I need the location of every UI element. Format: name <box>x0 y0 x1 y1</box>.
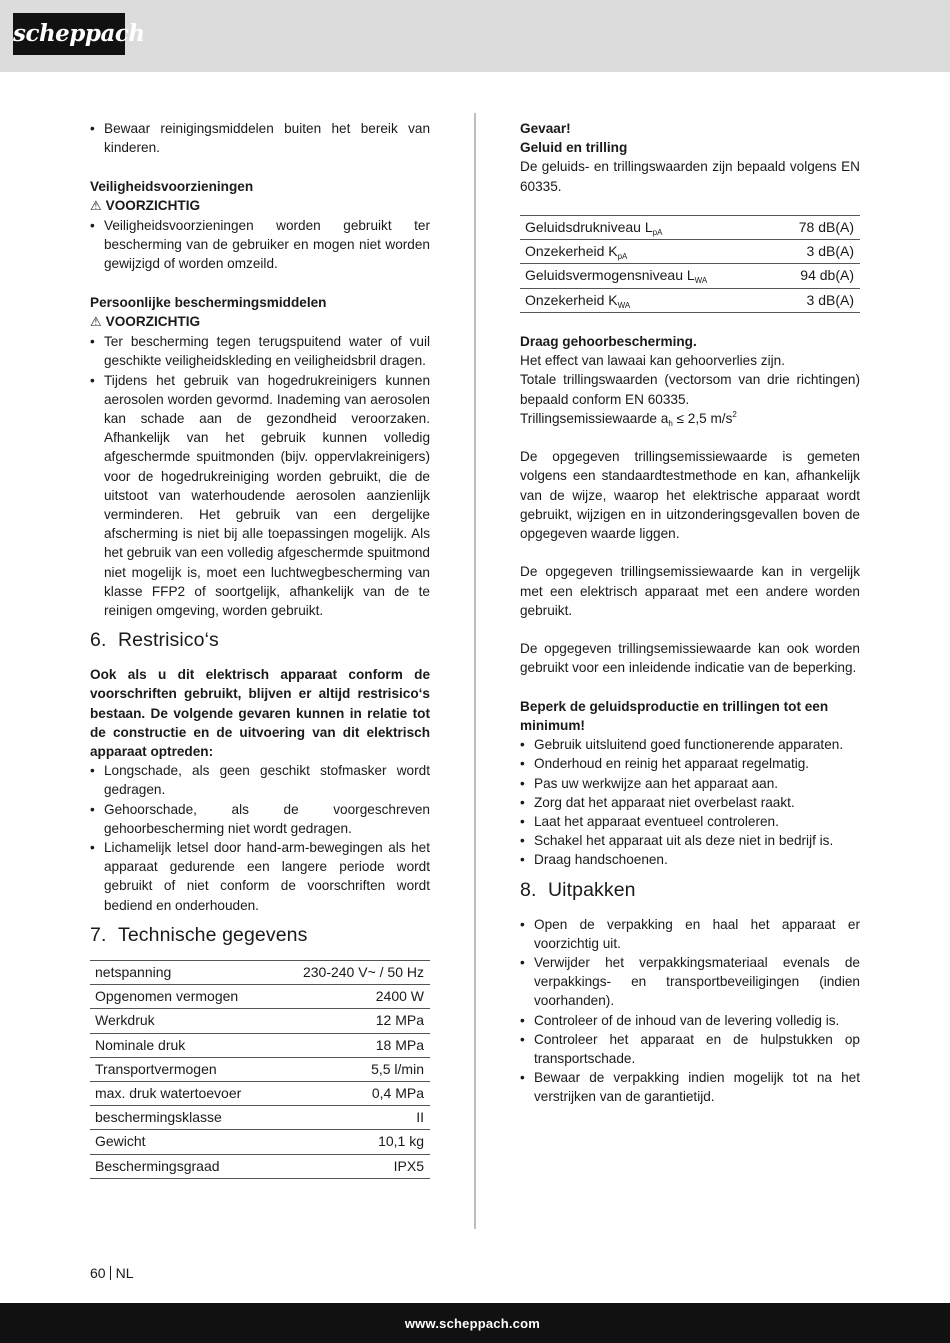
list-item: • Controleer het apparaat en de hulpstukken op transportschade. <box>520 1030 860 1068</box>
list-item: • Lichamelijk letsel door hand-arm-bewegingen als het apparaat gedurende een langere periode wordt gebruikt of niet conform de voorschriften wordt bediend en onderhouden. <box>90 838 430 915</box>
table-row: max. druk watertoevoer 0,4 MPa <box>90 1081 430 1105</box>
table-row: Opgenomen vermogen 2400 W <box>90 985 430 1009</box>
safety-heading: Veiligheidsvoorzieningen <box>90 178 254 194</box>
noise-heading: Geluid en trilling <box>520 140 628 156</box>
noise-table <box>520 215 860 313</box>
table-row: Geluidsvermogensniveau $L_{WA}$ 94 db(A) <box>520 264 860 288</box>
table-row: Onzekerheid $K_{pA}$ 3 dB(A) <box>520 240 860 264</box>
page-number: 60 NL <box>90 1265 134 1281</box>
caution-label: ⚠ VOORZICHTIG <box>90 197 201 214</box>
right-column <box>520 119 860 1107</box>
table-row: netspanning 230-240 V~ / 50 Hz <box>90 960 430 984</box>
list-item: • Veiligheidsvoorzieningen worden gebruikt ter bescherming van de gebruiker en mogen niet worden gewijzigd of worden omzeild. <box>90 216 430 274</box>
list-item: • Draag handschoenen. <box>520 850 860 869</box>
list-item: • Bewaar reinigingsmiddelen buiten het bereik van kinderen. <box>90 119 430 157</box>
list-item: • Zorg dat het apparaat niet overbelast raakt. <box>520 793 860 812</box>
ppe-list <box>90 332 430 620</box>
caution-label: ⚠ VOORZICHTIG <box>90 314 201 330</box>
table-row: Geluidsdrukniveau $L_{pA}$ 78 dB(A) <box>520 216 860 240</box>
table-row: Nominale druk 18 MPa <box>90 1033 430 1057</box>
website-link[interactable]: www.scheppach.com <box>404 1316 540 1331</box>
table-row: Werkdruk 12 MPa <box>90 1009 430 1033</box>
vibration-value: Trillingsemissiewaarde $a_h \le 2,5$ $m/s^2$ <box>520 409 737 428</box>
column-divider <box>474 113 476 1229</box>
residual-risk-intro: Ook als u dit elektrisch apparaat conform de voorschriften gebruikt, blijven er altijd restrisico‘s bestaan. De volgende gevaren kunnen in relatie tot de constructie en de uitvoering van dit elektrisch apparaat optreden: <box>90 667 430 760</box>
section-heading-7: 7. Technische gegevens <box>90 923 308 946</box>
section-heading-6: 6. Restrisico‘s <box>90 629 219 652</box>
technical-data-table <box>90 960 430 1179</box>
list-item: • Ter bescherming tegen terugspuitend water of vuil geschikte veiligheidskleding en veiligheidsbril dragen. <box>90 332 430 370</box>
safety-list <box>90 216 430 274</box>
list-item: • Gebruik uitsluitend goed functionerende apparaten. <box>520 735 860 754</box>
warning-triangle-icon: ⚠ <box>90 315 102 330</box>
list-item: • Bewaar de verpakking indien mogelijk tot na het verstrijken van de garantietijd. <box>520 1068 860 1106</box>
table-row: Transportvermogen 5,5 l/min <box>90 1057 430 1081</box>
bullet-list-top <box>90 119 430 157</box>
limit-noise-list <box>520 735 860 869</box>
list-item: • Schakel het apparaat uit als deze niet in bedrijf is. <box>520 831 860 850</box>
list-item: • Verwijder het verpakkingsmateriaal evenals de verpakkings- en transportbeveiligingen (indien voorhanden). <box>520 953 860 1011</box>
list-item: • Tijdens het gebruik van hogedrukreinigers kunnen aerosolen worden gevormd. Inademing van aerosolen kan schade aan de gezondheid veroorzaken. Afhankelijk van het gebruik kunnen volledig afgeschermde spuitmonden (bijv. oppervlakreinigers) voor de hogedrukreiniging worden gebruikt, die de uitstoot van waterhoudende aerosolen aanzienlijk verminderen. Het gebruik van een dergelijke afscherming is niet bij alle toepassingen mogelijk. Als het gebruik van een volledig afgeschermde spuitmond niet mogelijk is, moet een luchtwegbescherming van klasse FFP2 of soortgelijk, afhankelijk van de te reinigen omgeving, worden gebruikt. <box>90 371 430 621</box>
paragraph: De opgegeven trillingsemissiewaarde kan in vergelijk met een elektrisch apparaat met een andere worden gebruikt. <box>520 564 860 618</box>
noise-text: De geluids- en trillingswaarden zijn bepaald volgens EN 60335. <box>520 159 860 194</box>
ppe-heading: Persoonlijke beschermingsmiddelen <box>90 294 327 310</box>
list-item: • Open de verpakking en haal het apparaat er voorzichtig uit. <box>520 915 860 953</box>
list-item: • Controleer of de inhoud van de levering volledig is. <box>520 1011 860 1030</box>
page-header <box>0 0 950 72</box>
section-heading-8: 8. Uitpakken <box>520 878 636 901</box>
paragraph: De opgegeven trillingsemissiewaarde kan ook worden gebruikt voor een inleidende indicatie van de beperking. <box>520 641 860 676</box>
list-item: • Pas uw werkwijze aan het apparaat aan. <box>520 774 860 793</box>
warning-triangle-icon: ⚠ <box>90 198 102 214</box>
table-row: Onzekerheid $K_{WA}$ 3 dB(A) <box>520 288 860 312</box>
vibration-total-text: Totale trillingswaarden (vectorsom van drie richtingen) bepaald conform EN 60335. <box>520 372 860 407</box>
unpacking-list <box>520 915 860 1107</box>
paragraph: De opgegeven trillingsemissiewaarde is gemeten volgens een standaardtestmethode en kan, afhankelijk van de wijze, waarop het elektrische apparaat wordt gebruikt, wijzigen en in uitzonderingsgevallen boven de opgegeven waarde liggen. <box>520 449 860 542</box>
table-row: Beschermingsgraad IPX5 <box>90 1154 430 1178</box>
list-item: • Onderhoud en reinig het apparaat regelmatig. <box>520 754 860 773</box>
danger-label: Gevaar! <box>520 121 571 136</box>
scheppach-logo: scheppach <box>13 13 125 55</box>
limit-noise-heading: Beperk de geluidsproductie en trillingen tot een minimum! <box>520 698 829 733</box>
list-item: • Laat het apparaat eventueel controleren. <box>520 812 860 831</box>
list-item: • Gehoorschade, als de voorgeschreven gehoorbescherming niet wordt gedragen. <box>90 800 430 838</box>
left-column <box>90 119 430 1179</box>
ear-protection-heading: Draag gehoorbescherming. <box>520 334 697 349</box>
table-row: beschermingsklasse II <box>90 1106 430 1130</box>
table-row: Gewicht 10,1 kg <box>90 1130 430 1154</box>
noise-effect-text: Het effect van lawaai kan gehoorverlies zijn. <box>520 353 785 369</box>
page-footer <box>0 1303 950 1343</box>
list-item: • Longschade, als geen geschikt stofmasker wordt gedragen. <box>90 761 430 799</box>
residual-risk-list <box>90 761 430 915</box>
